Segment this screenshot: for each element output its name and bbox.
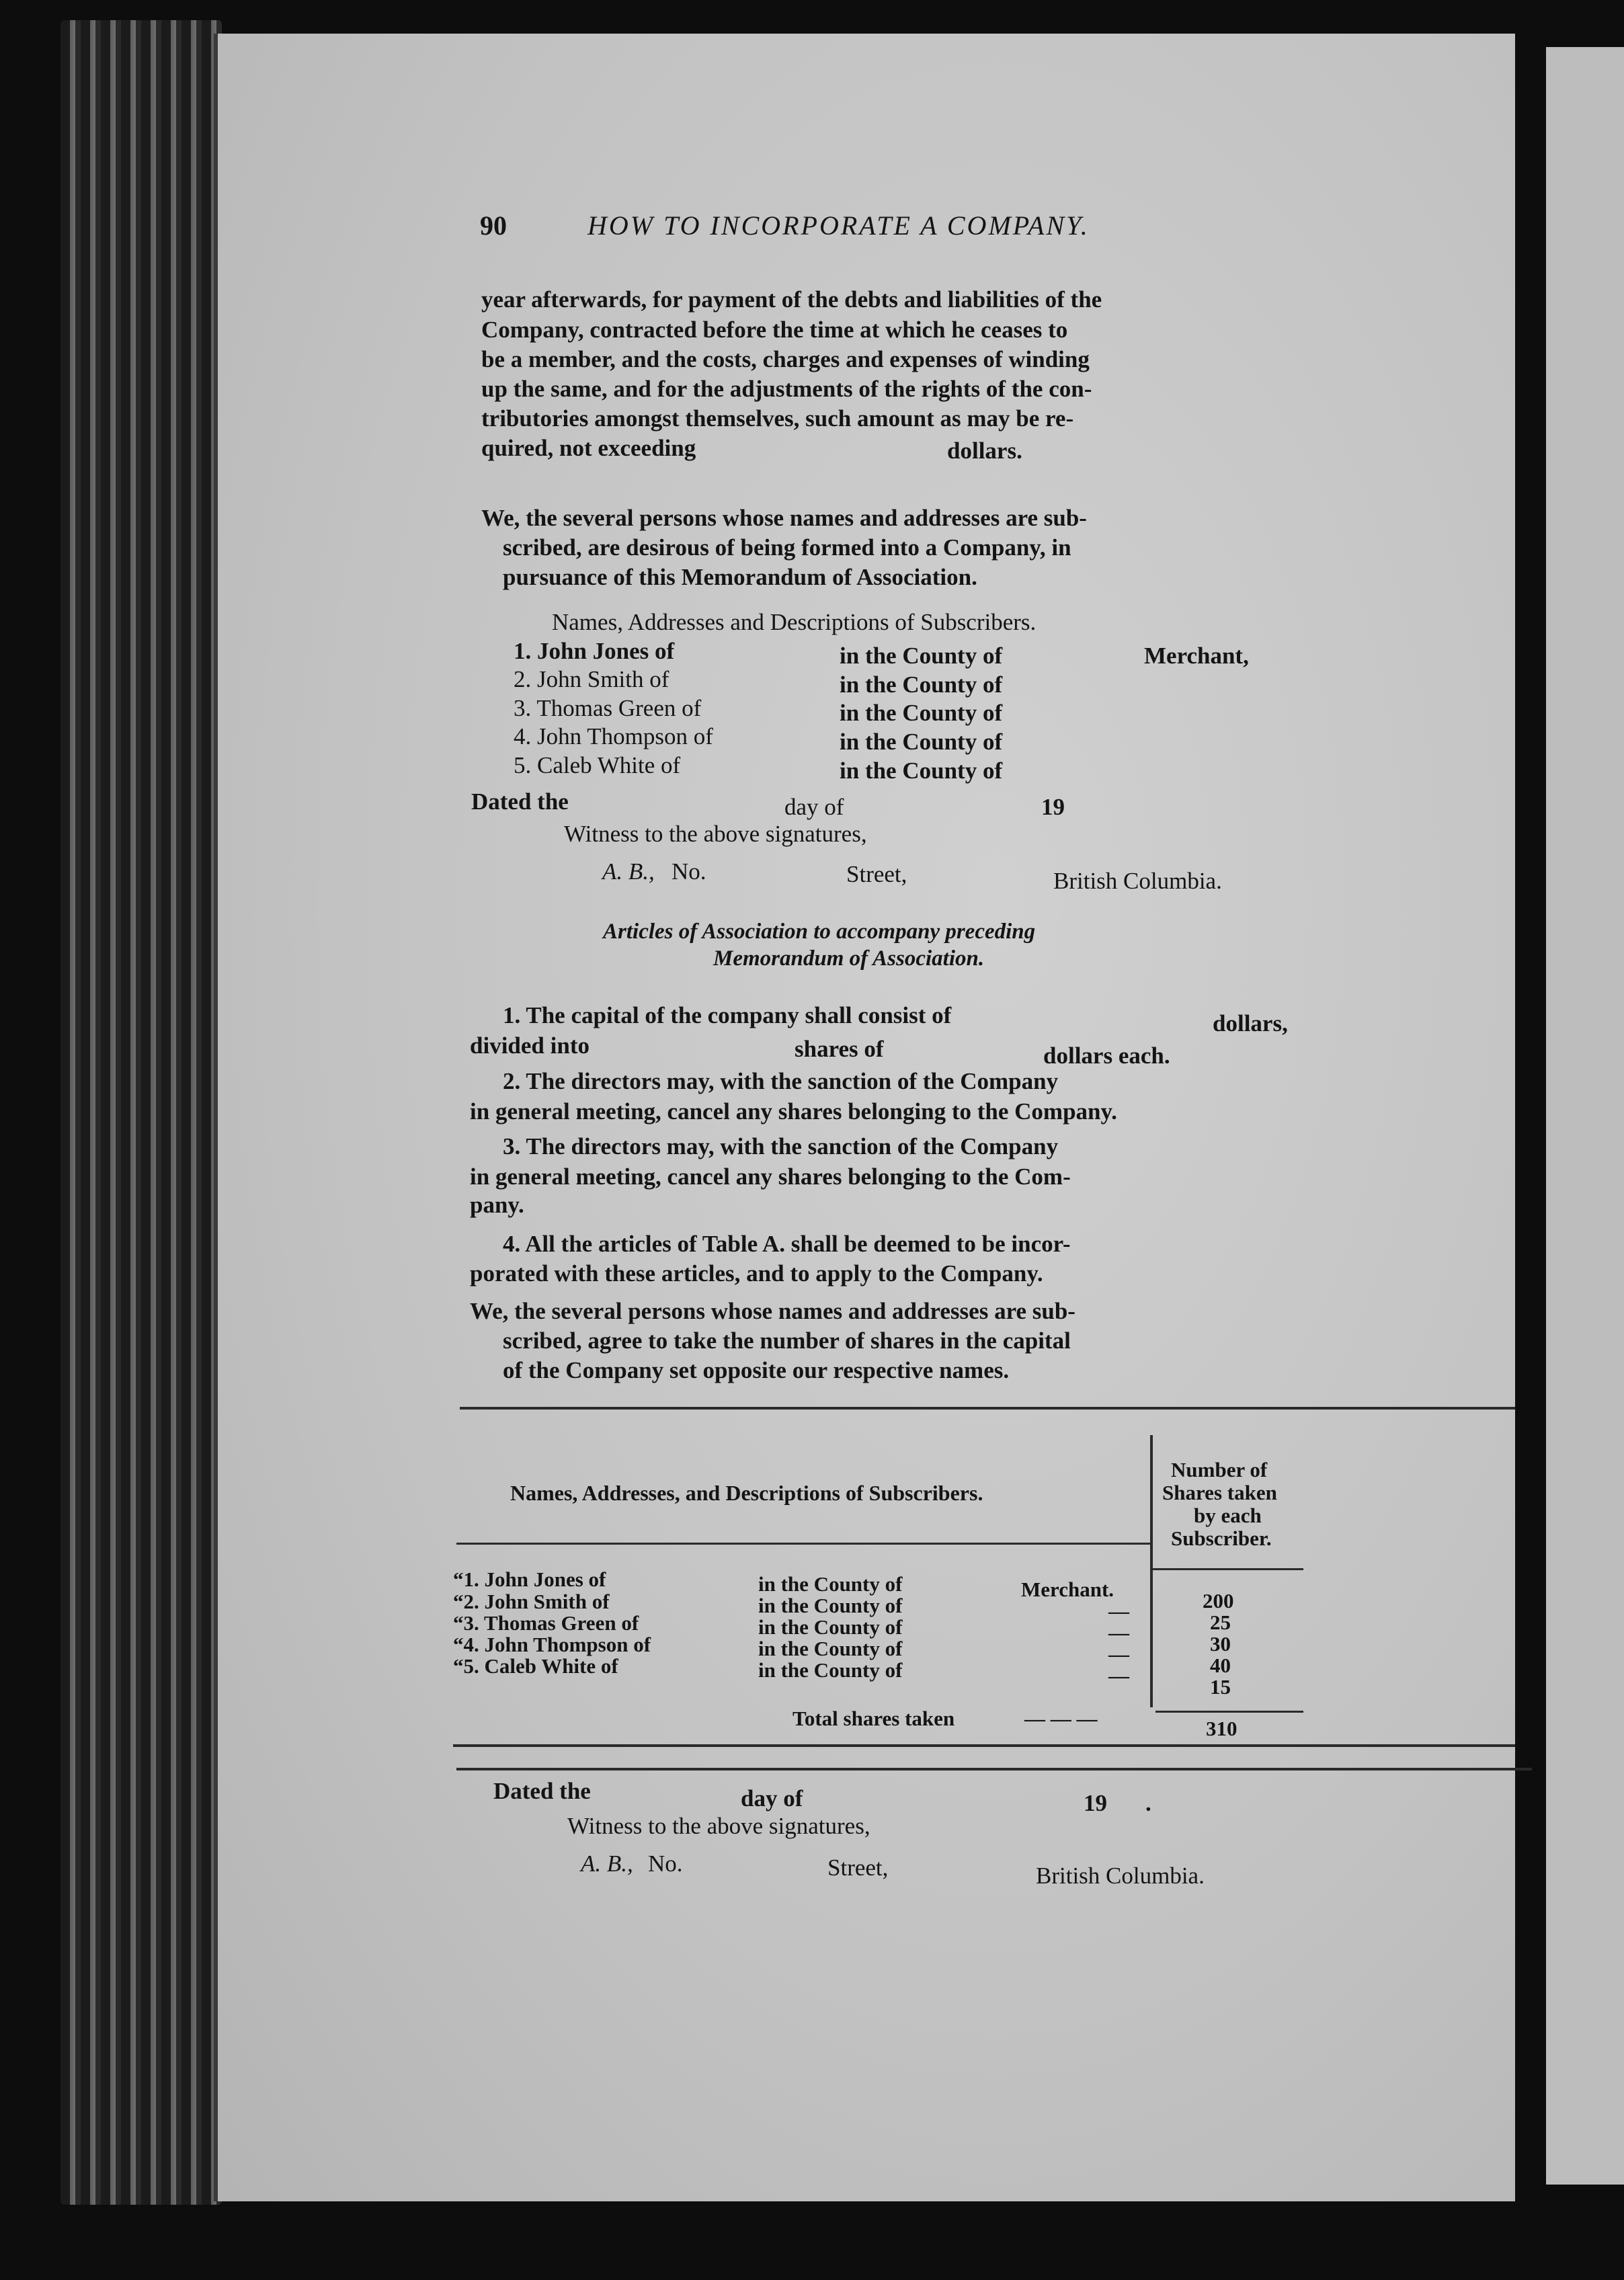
intro-line-1: year afterwards, for payment of the debts and liabilities of the (481, 286, 1102, 313)
subscriber-desc-1: Merchant, (1144, 643, 1249, 669)
table-footer-rule (456, 1768, 1532, 1770)
article-4-line-1: 4. All the articles of Table A. shall be deemed to be incor- (503, 1231, 1071, 1257)
agree-line-2: scribed, agree to take the number of shares in the capital (503, 1328, 1071, 1354)
table-row-3-desc: — (1108, 1621, 1129, 1644)
page-number: 90 (480, 210, 507, 241)
table-row-5-desc: — (1108, 1664, 1129, 1687)
table-row-5-county: in the County of (758, 1658, 903, 1682)
book-page-edges (60, 20, 222, 2205)
witness-ab-1: A. B., (602, 858, 655, 885)
witness-no-1: No. (672, 858, 706, 885)
article-4-line-2: porated with these articles, and to apply to the Company. (470, 1260, 1043, 1287)
article-1-dollars-each: dollars each. (1043, 1043, 1170, 1069)
table-row-2-desc: — (1108, 1599, 1129, 1623)
subscriber-name-4: 4. John Thompson of (514, 723, 713, 749)
witness-street-2: Street, (827, 1855, 889, 1881)
table-row-5-shares: 15 (1210, 1675, 1231, 1699)
agree-line-1: We, the several persons whose names and addresses are sub- (470, 1298, 1075, 1324)
subscriber-county-3: in the County of (840, 700, 1003, 726)
table-bottom-rule (453, 1744, 1515, 1747)
dated-label-2: Dated the (493, 1778, 591, 1804)
table-row-1-name: “1. John Jones of (453, 1568, 606, 1591)
subscribers-heading: Names, Addresses and Descriptions of Subscribers. (552, 609, 1037, 635)
article-2-line-2: in general meeting, cancel any shares belonging to the Company. (470, 1098, 1117, 1125)
year-period-2: . (1145, 1790, 1151, 1816)
article-1-dollars: dollars, (1213, 1010, 1288, 1036)
table-row-3-county: in the County of (758, 1615, 903, 1639)
intro-line-5: tributories amongst themselves, such amount as may be re- (481, 405, 1074, 432)
intro-line-4: up the same, and for the adjustments of the rights of the con- (481, 376, 1092, 402)
witness-label-1: Witness to the above signatures, (564, 821, 867, 847)
shares-heading-line-1: Number of (1171, 1458, 1268, 1481)
table-row-4-county: in the County of (758, 1637, 903, 1660)
table-row-2-shares: 25 (1210, 1611, 1231, 1634)
total-shares-label: Total shares taken (793, 1707, 955, 1730)
total-shares-value: 310 (1206, 1717, 1237, 1740)
intro-line-6: quired, not exceeding (481, 435, 696, 461)
witness-street-1: Street, (846, 861, 907, 887)
table-row-4-name: “4. John Thompson of (453, 1633, 651, 1656)
article-3-line-2: in general meeting, cancel any shares belonging to the Com- (470, 1164, 1071, 1190)
agree-line-3: of the Company set opposite our respective names. (503, 1357, 1010, 1383)
intro-line-2: Company, contracted before the time at which he ceases to (481, 317, 1068, 343)
table-heading-rule (456, 1543, 1152, 1545)
article-3-line-3: pany. (470, 1192, 524, 1218)
table-column-divider (1150, 1435, 1153, 1707)
table-row-3-name: “3. Thomas Green of (453, 1611, 639, 1635)
witness-label-2: Witness to the above signatures, (567, 1813, 870, 1839)
witness-province-1: British Columbia. (1053, 868, 1222, 894)
subscriber-county-1: in the County of (840, 643, 1003, 669)
witness-ab-2: A. B., (581, 1850, 633, 1877)
table-row-1-desc: Merchant. (1021, 1578, 1114, 1601)
dated-label-1: Dated the (471, 788, 569, 815)
shares-heading-rule (1152, 1568, 1303, 1570)
articles-title-line-2: Memorandum of Association. (713, 946, 985, 971)
subscriber-county-5: in the County of (840, 758, 1003, 784)
total-rule (1155, 1711, 1303, 1713)
table-row-1-shares: 200 (1203, 1589, 1234, 1613)
table-row-2-county: in the County of (758, 1594, 903, 1617)
witness-province-2: British Columbia. (1036, 1863, 1205, 1889)
article-1-divided: divided into (470, 1032, 590, 1059)
book-page (214, 34, 1515, 2201)
table-row-1-county: in the County of (758, 1572, 903, 1596)
table-column-heading: Names, Addresses, and Descriptions of Subscribers. (510, 1481, 983, 1505)
day-of-label-1: day of (784, 794, 844, 820)
year-label-2: 19 (1084, 1790, 1107, 1816)
memorandum-line-3: pursuance of this Memorandum of Association. (503, 564, 977, 590)
memorandum-line-1: We, the several persons whose names and addresses are sub- (481, 505, 1087, 531)
shares-heading-line-4: Subscriber. (1171, 1526, 1272, 1550)
table-row-4-desc: — (1108, 1642, 1129, 1666)
table-row-3-shares: 30 (1210, 1632, 1231, 1656)
subscriber-name-5: 5. Caleb White of (514, 752, 681, 778)
subscriber-name-1: 1. John Jones of (514, 638, 675, 664)
subscriber-county-4: in the County of (840, 729, 1003, 755)
articles-title-line-1: Articles of Association to accompany preceding (603, 920, 1036, 944)
day-of-label-2: day of (741, 1785, 803, 1811)
shares-heading-line-2: Shares taken (1162, 1481, 1277, 1504)
subscriber-name-2: 2. John Smith of (514, 666, 669, 692)
running-title: HOW TO INCORPORATE A COMPANY. (587, 210, 1090, 241)
article-1-line-1: 1. The capital of the company shall consist of (503, 1002, 952, 1028)
memorandum-line-2: scribed, are desirous of being formed into a Company, in (503, 534, 1071, 561)
table-row-4-shares: 40 (1210, 1654, 1231, 1677)
article-3-line-1: 3. The directors may, with the sanction of the Company (503, 1133, 1059, 1159)
table-row-2-name: “2. John Smith of (453, 1590, 610, 1613)
subscriber-county-2: in the County of (840, 671, 1003, 698)
year-label-1: 19 (1041, 794, 1065, 820)
intro-line-3: be a member, and the costs, charges and expenses of winding (481, 346, 1090, 372)
table-row-5-name: “5. Caleb White of (453, 1654, 618, 1678)
article-1-shares: shares of (795, 1036, 884, 1062)
total-shares-dashes: — — — (1024, 1707, 1098, 1730)
subscriber-name-3: 3. Thomas Green of (514, 695, 702, 721)
shares-heading-line-3: by each (1194, 1504, 1262, 1527)
article-2-line-1: 2. The directors may, with the sanction of the Company (503, 1068, 1059, 1094)
witness-no-2: No. (648, 1850, 683, 1877)
facing-page-edge (1546, 47, 1624, 2185)
table-top-rule (460, 1407, 1515, 1410)
intro-line-6-dollars: dollars. (947, 438, 1022, 464)
